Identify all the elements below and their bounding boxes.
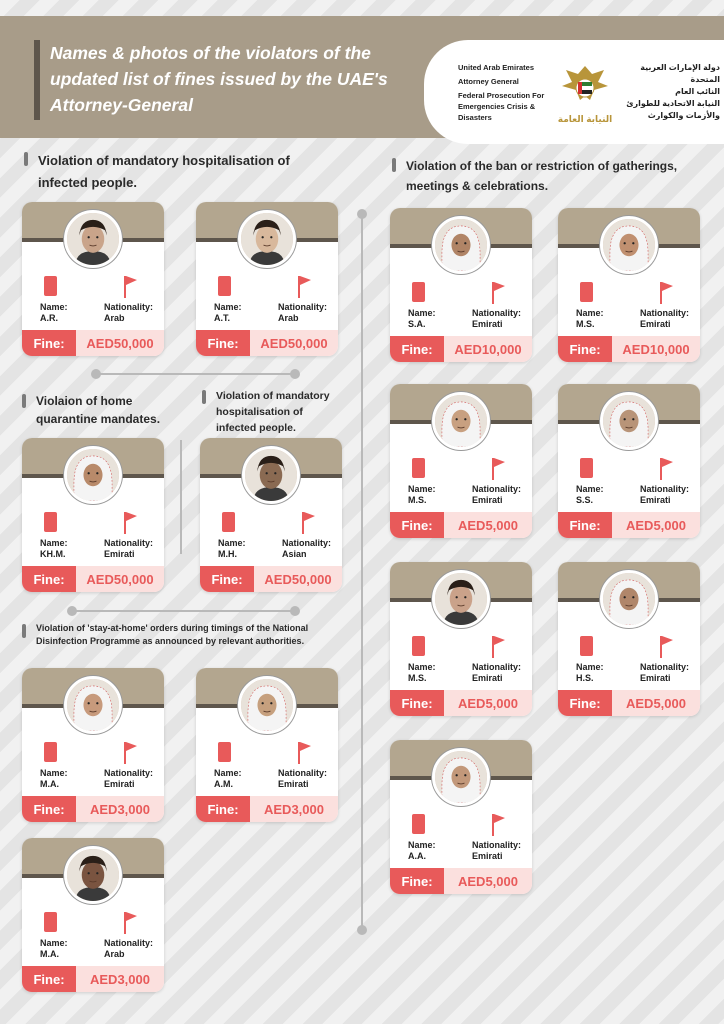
nationality-field — [104, 768, 153, 790]
fine-amount: AED10,000 — [612, 336, 700, 362]
nationality-value: Emirati — [472, 673, 503, 683]
male-portrait — [432, 392, 490, 450]
name-value: S.A. — [408, 319, 426, 329]
fine-label: Fine: — [22, 966, 76, 992]
name-value: H.S. — [576, 673, 594, 683]
nationality-label: Nationality: — [640, 308, 690, 318]
name-value: M.S. — [408, 495, 427, 505]
violator-card — [22, 438, 164, 592]
fine-amount: AED5,000 — [612, 512, 700, 538]
id-card-icon — [580, 282, 593, 302]
fine-label: Fine: — [558, 690, 612, 716]
male-portrait — [64, 446, 122, 504]
violator-card — [558, 562, 700, 716]
fine-label: Fine: — [558, 512, 612, 538]
name-label: Name: — [40, 938, 68, 948]
fine-bar — [22, 566, 164, 592]
fine-bar — [22, 966, 164, 992]
fine-label: Fine: — [390, 336, 444, 362]
section-title-gatherings: Violation of the ban or restriction of gatherings, meetings & celebrations. — [392, 156, 692, 196]
violator-card — [22, 838, 164, 992]
nationality-value: Emirati — [640, 319, 671, 329]
name-value: M.A. — [40, 949, 59, 959]
name-value: A.M. — [214, 779, 233, 789]
fine-bar — [390, 512, 532, 538]
nationality-field — [104, 302, 153, 324]
violator-card — [196, 668, 338, 822]
name-field — [408, 662, 436, 684]
fine-amount: AED3,000 — [250, 796, 338, 822]
male-portrait — [242, 446, 300, 504]
divider-line — [72, 610, 296, 612]
male-portrait — [238, 676, 296, 734]
fine-amount: AED5,000 — [444, 512, 532, 538]
name-label: Name: — [214, 768, 242, 778]
fine-label: Fine: — [200, 566, 254, 592]
fine-amount: AED5,000 — [612, 690, 700, 716]
nationality-label: Nationality: — [472, 308, 522, 318]
male-portrait — [600, 216, 658, 274]
timeline-dot — [357, 925, 367, 935]
name-label: Name: — [576, 484, 604, 494]
fine-label: Fine: — [22, 566, 76, 592]
flag-icon — [490, 456, 506, 480]
flag-icon — [296, 740, 312, 764]
divider-dot — [290, 369, 300, 379]
flag-icon — [658, 280, 674, 304]
nationality-label: Nationality: — [640, 662, 690, 672]
fine-label: Fine: — [196, 796, 250, 822]
title-accent-bar — [34, 40, 40, 120]
name-field — [576, 484, 604, 506]
violator-card — [200, 438, 342, 592]
section-title-quarantine: Violaion of home quarantine mandates. — [22, 392, 182, 428]
fine-label: Fine: — [22, 796, 76, 822]
fine-label: Fine: — [22, 330, 76, 356]
flag-icon — [490, 280, 506, 304]
name-label: Name: — [214, 302, 242, 312]
fine-label: Fine: — [390, 690, 444, 716]
nationality-field — [640, 662, 689, 684]
nationality-value: Asian — [282, 549, 307, 559]
id-card-icon — [580, 458, 593, 478]
violator-card — [22, 668, 164, 822]
name-label: Name: — [40, 302, 68, 312]
name-label: Name: — [576, 308, 604, 318]
fine-label: Fine: — [196, 330, 250, 356]
nationality-field — [472, 484, 521, 506]
id-card-icon — [222, 512, 235, 532]
logo-panel — [424, 40, 724, 144]
fine-amount: AED3,000 — [76, 796, 164, 822]
flag-icon — [490, 812, 506, 836]
id-card-icon — [44, 276, 57, 296]
flag-icon — [122, 274, 138, 298]
nationality-label: Nationality: — [104, 768, 154, 778]
id-card-icon — [44, 512, 57, 532]
section-title-hospitalisation-2: Violation of mandatory hospitalisation of infected people. — [202, 388, 342, 436]
section-title-stay-at-home: Violation of 'stay-at-home' orders during timings of the National Disinfection Programme as announced by relevant authorities. — [22, 622, 312, 648]
name-label: Name: — [408, 840, 436, 850]
name-label: Name: — [218, 538, 246, 548]
violator-card — [558, 384, 700, 538]
name-value: M.H. — [218, 549, 237, 559]
nationality-value: Arab — [278, 313, 299, 323]
nationality-label: Nationality: — [472, 662, 522, 672]
male-portrait — [64, 676, 122, 734]
name-label: Name: — [40, 768, 68, 778]
male-portrait — [432, 748, 490, 806]
violator-card — [22, 202, 164, 356]
nationality-label: Nationality: — [282, 538, 332, 548]
nationality-field — [278, 302, 327, 324]
name-field — [40, 768, 68, 790]
emblem-caption: النيابة العامة — [557, 114, 613, 124]
nationality-label: Nationality: — [278, 302, 328, 312]
logo-ar-line: دولة الإمارات العربية المتحدة — [640, 63, 720, 84]
nationality-label: Nationality: — [278, 768, 328, 778]
timeline-dot — [357, 209, 367, 219]
id-card-icon — [412, 814, 425, 834]
fine-amount: AED5,000 — [444, 868, 532, 894]
name-field — [214, 302, 242, 324]
name-value: M.S. — [408, 673, 427, 683]
id-card-icon — [218, 276, 231, 296]
nationality-field — [104, 938, 153, 960]
logo-ar-line: النيابة الاتحادية للطوارئ والأزمات والكوارث — [626, 99, 720, 120]
nationality-field — [278, 768, 327, 790]
name-field — [408, 308, 436, 330]
divider-dot — [67, 606, 77, 616]
logo-en-line: United Arab Emirates — [458, 63, 534, 72]
nationality-field — [640, 308, 689, 330]
nationality-field — [472, 840, 521, 862]
female-portrait — [64, 210, 122, 268]
section-title-hospitalisation: Violation of mandatory hospitalisation of infected people. — [24, 150, 304, 194]
fine-amount: AED50,000 — [76, 566, 164, 592]
name-field — [40, 938, 68, 960]
divider-dot — [91, 369, 101, 379]
violator-card — [390, 562, 532, 716]
logo-en-line: Attorney General — [458, 77, 519, 86]
id-card-icon — [412, 458, 425, 478]
name-value: M.S. — [576, 319, 595, 329]
male-portrait — [600, 392, 658, 450]
nationality-value: Emirati — [472, 319, 503, 329]
id-card-icon — [412, 282, 425, 302]
fine-amount: AED50,000 — [76, 330, 164, 356]
fine-bar — [390, 690, 532, 716]
nationality-label: Nationality: — [472, 484, 522, 494]
nationality-value: Emirati — [104, 549, 135, 559]
nationality-value: Arab — [104, 313, 125, 323]
nationality-field — [282, 538, 331, 560]
fine-amount: AED3,000 — [76, 966, 164, 992]
name-value: KH.M. — [40, 549, 66, 559]
divider-dot — [290, 606, 300, 616]
name-field — [408, 840, 436, 862]
nationality-value: Emirati — [640, 673, 671, 683]
fine-bar — [390, 868, 532, 894]
nationality-label: Nationality: — [640, 484, 690, 494]
male-portrait — [64, 846, 122, 904]
flag-icon — [296, 274, 312, 298]
name-field — [214, 768, 242, 790]
nationality-value: Emirati — [104, 779, 135, 789]
fine-label: Fine: — [390, 512, 444, 538]
name-field — [40, 302, 68, 324]
name-value: S.S. — [576, 495, 594, 505]
name-value: A.A. — [408, 851, 426, 861]
fine-amount: AED50,000 — [254, 566, 342, 592]
nationality-field — [472, 308, 521, 330]
fine-bar — [22, 330, 164, 356]
name-value: A.R. — [40, 313, 58, 323]
logo-arabic-text — [616, 62, 720, 122]
name-label: Name: — [40, 538, 68, 548]
name-label: Name: — [576, 662, 604, 672]
nationality-field — [640, 484, 689, 506]
fine-bar — [558, 336, 700, 362]
id-card-icon — [44, 912, 57, 932]
male-portrait — [238, 210, 296, 268]
name-value: M.A. — [40, 779, 59, 789]
fine-amount: AED10,000 — [444, 336, 532, 362]
flag-icon — [122, 910, 138, 934]
header-banner — [0, 16, 724, 138]
fine-bar — [558, 512, 700, 538]
fine-bar — [196, 796, 338, 822]
name-field — [576, 308, 604, 330]
name-value: A.T. — [214, 313, 231, 323]
fine-label: Fine: — [558, 336, 612, 362]
logo-english-text — [458, 62, 558, 126]
violator-card — [196, 202, 338, 356]
flag-icon — [300, 510, 316, 534]
nationality-value: Emirati — [472, 495, 503, 505]
nationality-value: Arab — [104, 949, 125, 959]
violator-card — [390, 740, 532, 894]
fine-bar — [200, 566, 342, 592]
nationality-field — [472, 662, 521, 684]
male-portrait — [600, 570, 658, 628]
nationality-value: Emirati — [472, 851, 503, 861]
violator-card — [390, 384, 532, 538]
page-title: Names & photos of the violators of the updated list of fines issued by the UAE's Attorney-General — [50, 43, 388, 115]
fine-amount: AED50,000 — [250, 330, 338, 356]
fine-bar — [558, 690, 700, 716]
name-label: Name: — [408, 308, 436, 318]
male-portrait — [432, 570, 490, 628]
nationality-value: Emirati — [640, 495, 671, 505]
flag-icon — [658, 634, 674, 658]
logo-ar-line: النائب العام — [675, 87, 720, 96]
fine-bar — [22, 796, 164, 822]
nationality-label: Nationality: — [472, 840, 522, 850]
divider-line-vertical — [180, 440, 182, 554]
timeline-vertical-line — [361, 214, 363, 930]
nationality-label: Nationality: — [104, 302, 154, 312]
name-field — [218, 538, 246, 560]
flag-icon — [122, 510, 138, 534]
nationality-label: Nationality: — [104, 938, 154, 948]
id-card-icon — [218, 742, 231, 762]
male-portrait — [432, 216, 490, 274]
flag-icon — [658, 456, 674, 480]
name-field — [40, 538, 68, 560]
fine-amount: AED5,000 — [444, 690, 532, 716]
nationality-label: Nationality: — [104, 538, 154, 548]
flag-icon — [122, 740, 138, 764]
divider-line — [95, 373, 295, 375]
name-label: Name: — [408, 484, 436, 494]
fine-bar — [390, 336, 532, 362]
nationality-field — [104, 538, 153, 560]
name-field — [408, 484, 436, 506]
id-card-icon — [580, 636, 593, 656]
nationality-value: Emirati — [278, 779, 309, 789]
violator-card — [390, 208, 532, 362]
id-card-icon — [412, 636, 425, 656]
fine-bar — [196, 330, 338, 356]
id-card-icon — [44, 742, 57, 762]
violator-card — [558, 208, 700, 362]
flag-icon — [490, 634, 506, 658]
name-label: Name: — [408, 662, 436, 672]
fine-label: Fine: — [390, 868, 444, 894]
name-field — [576, 662, 604, 684]
logo-en-line: Federal Prosecution For Emergencies Crisis & Disasters — [458, 91, 545, 122]
